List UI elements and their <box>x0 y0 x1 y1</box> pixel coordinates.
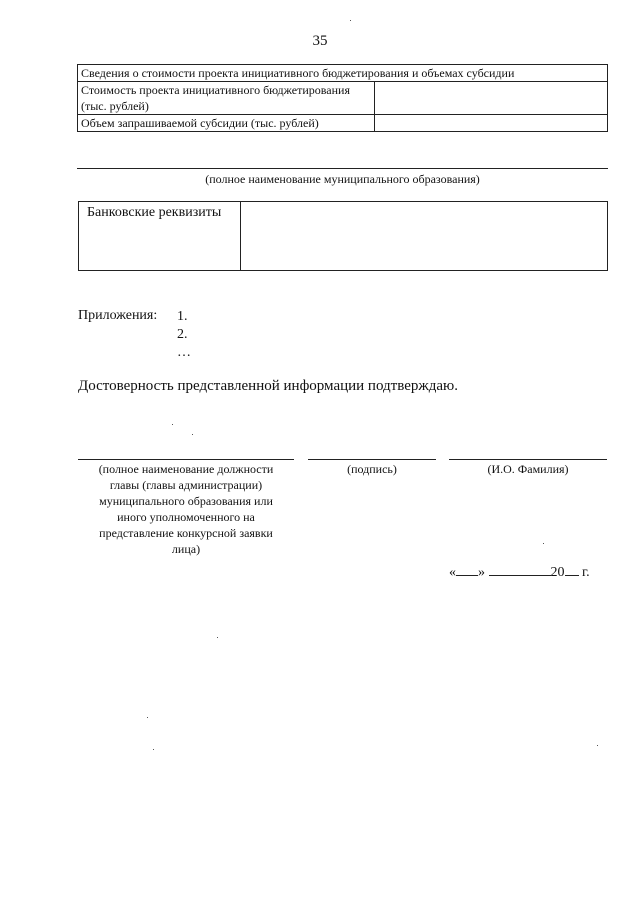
scan-speck <box>543 543 544 544</box>
project-cost-label <box>78 82 375 115</box>
position-caption-line: лица) <box>171 542 201 556</box>
full-name-line[interactable] <box>449 459 607 460</box>
date-year-prefix: 20 <box>550 565 565 580</box>
bank-details-field[interactable] <box>241 202 608 271</box>
position-caption-line: главы (главы администрации) <box>109 478 263 492</box>
date-year-suffix: г. <box>582 565 590 580</box>
bank-details-table <box>78 201 608 271</box>
position-caption-line: иного уполномоченного на <box>117 510 255 524</box>
scan-speck <box>217 637 218 638</box>
date-open-quote: « <box>449 565 456 580</box>
subsidy-amount-label <box>78 115 375 132</box>
position-signature-line[interactable] <box>78 459 294 460</box>
page-number: 35 <box>312 33 328 49</box>
project-cost-label-line2: (тыс. рублей) <box>81 99 149 113</box>
date-day-field[interactable] <box>456 563 478 576</box>
municipality-name-field[interactable] <box>77 168 608 169</box>
date-month-field[interactable] <box>489 563 551 576</box>
position-caption-line: (полное наименование должности <box>98 462 274 476</box>
scan-speck <box>172 424 173 425</box>
signature-caption: (подпись) <box>347 462 397 476</box>
signature-line[interactable] <box>308 459 436 460</box>
cost-table-row <box>78 82 608 115</box>
project-cost-table <box>77 64 608 132</box>
subsidy-amount-value-field[interactable] <box>375 115 608 132</box>
date-year-field[interactable] <box>565 563 579 576</box>
position-caption-line: муниципального образования или <box>99 494 273 508</box>
subsidy-amount-label-line1: Объем запрашиваемой субсидии (тыс. рублей) <box>81 116 319 130</box>
scan-speck <box>153 749 154 750</box>
attachments-list <box>177 308 191 362</box>
position-caption <box>78 461 294 557</box>
position-caption-line: представление конкурсной заявки <box>99 526 273 540</box>
confirmation-statement: Достоверность представленной информации подтверждаю. <box>78 378 458 394</box>
scan-speck <box>597 745 598 746</box>
bank-details-row <box>79 202 608 271</box>
cost-table-row <box>78 115 608 132</box>
cost-table-header-row <box>78 65 608 82</box>
municipality-name-caption: (полное наименование муниципального образования) <box>205 172 480 186</box>
scan-speck <box>350 20 351 21</box>
scan-speck <box>147 717 148 718</box>
attachment-item: 2. <box>177 327 188 342</box>
cost-table-header: Сведения о стоимости проекта инициативного бюджетирования и объемах субсидии <box>78 65 608 82</box>
bank-details-label: Банковские реквизиты <box>79 202 241 271</box>
date-close-quote: » <box>478 565 485 580</box>
date-line <box>449 563 590 581</box>
project-cost-value-field[interactable] <box>375 82 608 115</box>
project-cost-label-line1: Стоимость проекта инициативного бюджетирования <box>81 83 350 97</box>
attachment-item: 1. <box>177 309 188 324</box>
full-name-caption: (И.О. Фамилия) <box>487 462 569 476</box>
attachments-label: Приложения: <box>78 308 158 323</box>
attachment-item: … <box>177 345 191 360</box>
scan-speck <box>192 434 193 435</box>
